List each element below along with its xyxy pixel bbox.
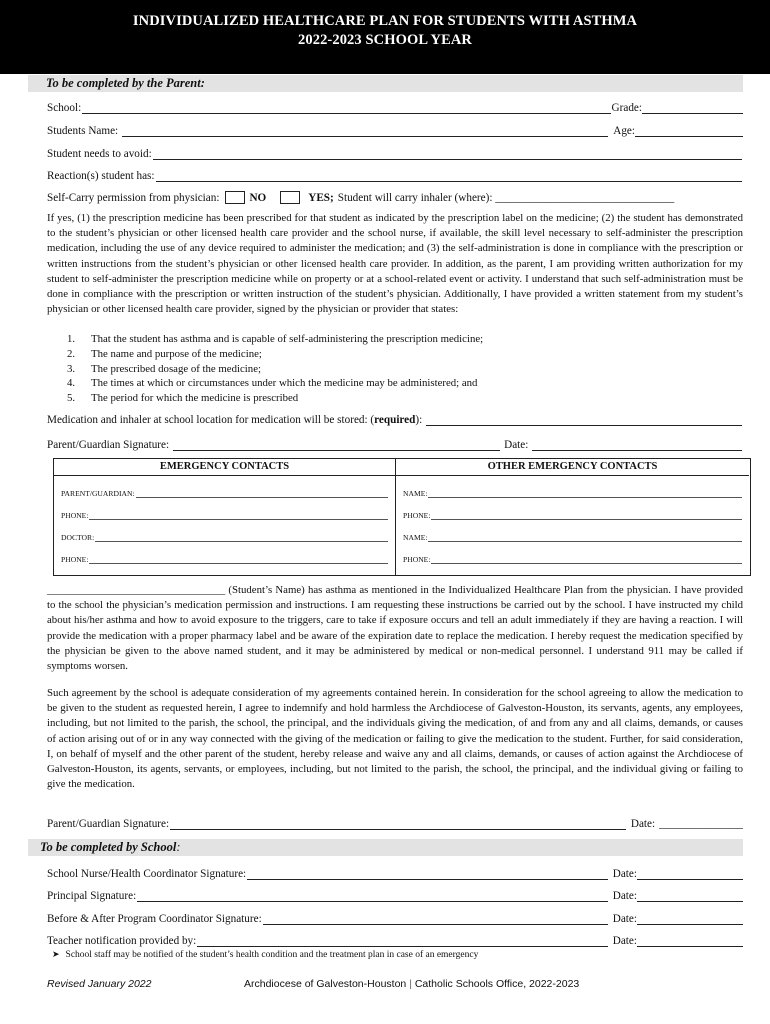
principal-signature-label: Principal Signature: — [47, 890, 137, 902]
staff-notice: ➤ School staff may be notified of the student’s health condition and the treatment plan in case of an emergency — [52, 950, 479, 960]
other-contacts-column — [396, 459, 749, 575]
conditions-list — [67, 332, 483, 406]
doctor-field[interactable] — [95, 534, 388, 542]
principal-date-label: Date: — [612, 890, 637, 902]
footer-org: Archdiocese of Galveston-Houston | Catholic Schools Office, 2022-2023 — [244, 978, 580, 990]
students-name-label: Students Name: — [47, 125, 119, 137]
no-checkbox[interactable] — [225, 191, 245, 204]
reactions-row — [47, 167, 743, 182]
coordinator-signature-row — [47, 910, 743, 925]
consent-paragraph: If yes, (1) the prescription medicine has been prescribed for that student as indicated by the prescription label on the medicine; (2) the student has demonstrated to the student’s physician or other licensed health care provider and the school nurse, if available, the skill level necessary to self-administer the prescription medication, including the use of any device required to administer the medication; and (3) the self-administration is done in compliance with the prescription or written instructions from the student’s physician or other licensed health care provider. In addition, as the parent, I am providing written authorization for my student to self-administer the prescription medicine while on property or at a school-related event or activity. I understand that such self-administration must be done in compliance with the prescription or written instruction of the student’s physician. Additionally, I have provided a written statement from my student’s physician or other licensed health care provider, signed by the physician or provider that states: — [47, 212, 743, 316]
agreement-signature-row — [47, 815, 743, 830]
page-header — [0, 0, 770, 74]
nurse-signature-label: School Nurse/Health Coordinator Signature: — [47, 868, 247, 880]
parent-section-heading: To be completed by the Parent: — [28, 75, 743, 92]
coordinator-date-label: Date: — [612, 913, 637, 925]
form-title: INDIVIDUALIZED HEALTHCARE PLAN FOR STUDENTS WITH ASTHMA — [132, 13, 638, 29]
school-row — [47, 99, 743, 114]
principal-date-field[interactable] — [637, 890, 743, 902]
storage-required: required — [374, 414, 416, 426]
parent-date-label: Date: — [504, 439, 529, 451]
parent-guardian-field[interactable] — [136, 490, 388, 498]
student-name-blank[interactable]: _________________________________ — [47, 584, 226, 596]
parent-date-field[interactable] — [532, 439, 742, 451]
self-carry-label: Self-Carry permission from physician: — [47, 192, 220, 204]
revision-date: Revised January 2022 — [47, 978, 152, 990]
coordinator-signature-label: Before & After Program Coordinator Signature: — [47, 913, 262, 925]
principal-signature-field[interactable] — [137, 890, 608, 902]
parent-phone-field[interactable] — [89, 512, 388, 520]
self-carry-row — [47, 189, 743, 204]
grade-field[interactable] — [642, 102, 743, 114]
doctor-contact: DOCTOR: — [54, 520, 395, 542]
nurse-signature-field[interactable] — [247, 868, 608, 880]
storage-row: Medication and inhaler at school location for medication will be stored: ( required ): — [47, 411, 743, 426]
yes-detail: Student will carry inhaler (where): ________________________________ — [337, 192, 675, 204]
yes-checkbox[interactable] — [280, 191, 300, 204]
other-phone-2-contact: PHONE: — [396, 542, 749, 564]
doctor-phone-contact: PHONE: — [54, 542, 395, 564]
list-item: 2. The name and purpose of the medicine; — [67, 347, 262, 360]
parent-signature-label: Parent/Guardian Signature: — [47, 439, 170, 451]
agreement-date-field[interactable]: _______________ — [659, 818, 743, 830]
agreement-signature-label: Parent/Guardian Signature: — [47, 818, 170, 830]
teacher-date-field[interactable] — [637, 935, 743, 947]
school-year-title: 2022-2023 SCHOOL YEAR — [298, 32, 472, 48]
school-label: School: — [47, 102, 82, 114]
arrow-bullet-icon: ➤ — [52, 950, 60, 960]
other-name-1-contact: NAME: — [396, 476, 749, 498]
school-section-heading: To be completed by School: — [28, 839, 743, 856]
storage-label: Medication and inhaler at school location for medication will be stored: ( — [47, 414, 375, 426]
student-name-row — [47, 122, 743, 137]
emergency-contacts-heading: EMERGENCY CONTACTS — [54, 459, 395, 476]
agreement-paragraph-1: _________________________________ (Student’s Name) has asthma as mentioned in the Individualized Healthcare Plan from the physician. I have provided to the school the physician’s medication permission and instructions. I am requesting these instructions be carried out by the school. I have instructed my child about his/her asthma and how to avoid exposure to the triggers, care to take if exposure occurs and tell an adult immediately if they are having a reaction. I will provide the medication with a proper pharmacy label and be aware of the expiration date to replace the medication. I hereby request the medication specified by the physician be given to the above named student, and it may be administered by medical or non-medical personnel. I understand 911 may be called if symptoms worsen. — [47, 584, 743, 673]
teacher-notification-label: Teacher notification provided by: — [47, 935, 197, 947]
nurse-signature-row — [47, 865, 743, 880]
students-name-field[interactable] — [122, 125, 608, 137]
reactions-field[interactable] — [156, 170, 743, 182]
list-item: 4. The times at which or circumstances under which the medicine may be administered; and — [67, 377, 478, 390]
list-item: 1. That the student has asthma and is capable of self-administering the prescription medicine; — [67, 333, 484, 345]
avoid-row — [47, 145, 743, 160]
teacher-date-label: Date: — [612, 935, 637, 947]
other-name-1-field[interactable] — [428, 490, 742, 498]
other-name-2-contact: NAME: — [396, 520, 749, 542]
parent-phone-contact: PHONE: — [54, 498, 395, 520]
emergency-contacts-column — [54, 459, 396, 575]
other-phone-2-field[interactable] — [431, 556, 742, 564]
school-field[interactable] — [82, 102, 610, 114]
age-label: Age: — [613, 125, 635, 137]
no-label: NO — [249, 192, 267, 204]
avoid-label: Student needs to avoid: — [47, 148, 152, 160]
parent-signature-field[interactable] — [173, 439, 500, 451]
doctor-phone-field[interactable] — [89, 556, 388, 564]
nurse-date-field[interactable] — [637, 868, 743, 880]
teacher-notification-field[interactable] — [197, 935, 608, 947]
teacher-notification-row — [47, 932, 743, 947]
other-name-2-field[interactable] — [428, 534, 742, 542]
list-item: 3. The prescribed dosage of the medicine; — [67, 362, 261, 375]
reactions-label: Reaction(s) student has: — [47, 170, 155, 182]
coordinator-signature-field[interactable] — [263, 913, 608, 925]
list-item: 5. The period for which the medicine is prescribed — [67, 392, 299, 405]
age-field[interactable] — [635, 125, 743, 137]
parent-guardian-contact: PARENT/GUARDIAN: — [54, 476, 395, 498]
principal-signature-row — [47, 887, 743, 902]
avoid-field[interactable] — [153, 148, 742, 160]
other-phone-1-contact: PHONE: — [396, 498, 749, 520]
nurse-date-label: Date: — [612, 868, 637, 880]
agreement-date-label: Date: — [630, 818, 656, 830]
agreement-signature-field[interactable] — [170, 818, 626, 830]
parent-signature-row — [47, 436, 743, 451]
agreement-paragraph-2: Such agreement by the school is adequate consideration of my agreements contained herein. In consideration for the school agreeing to allow the medication to be given to the student as requested herein, I agree to indemnify and hold harmless the Archdiocese of Galveston-Houston, its servants, agents, any employees, including, but not limited to the parish, the school, the principal, and the individuals giving the medication, of and from any and all claims, demands, or causes of action arising out of or in any way connected with the giving of the medication or failing to give the medication to the student. Further, for said consideration, I, on behalf of myself and the other parent of the student, hereby release and waive any and all claims, demands, or causes of action against the Archdiocese of Galveston-Houston, its agents, servants, or employees, including, but not limited to the parish, the school, the principal, and the individual giving or failing to give the medication. — [47, 687, 743, 791]
coordinator-date-field[interactable] — [637, 913, 743, 925]
yes-label: YES; — [308, 192, 334, 204]
storage-field[interactable] — [426, 414, 742, 426]
other-contacts-heading: OTHER EMERGENCY CONTACTS — [396, 459, 749, 476]
other-phone-1-field[interactable] — [431, 512, 742, 520]
contacts-table — [53, 458, 751, 576]
grade-label: Grade: — [611, 102, 642, 114]
